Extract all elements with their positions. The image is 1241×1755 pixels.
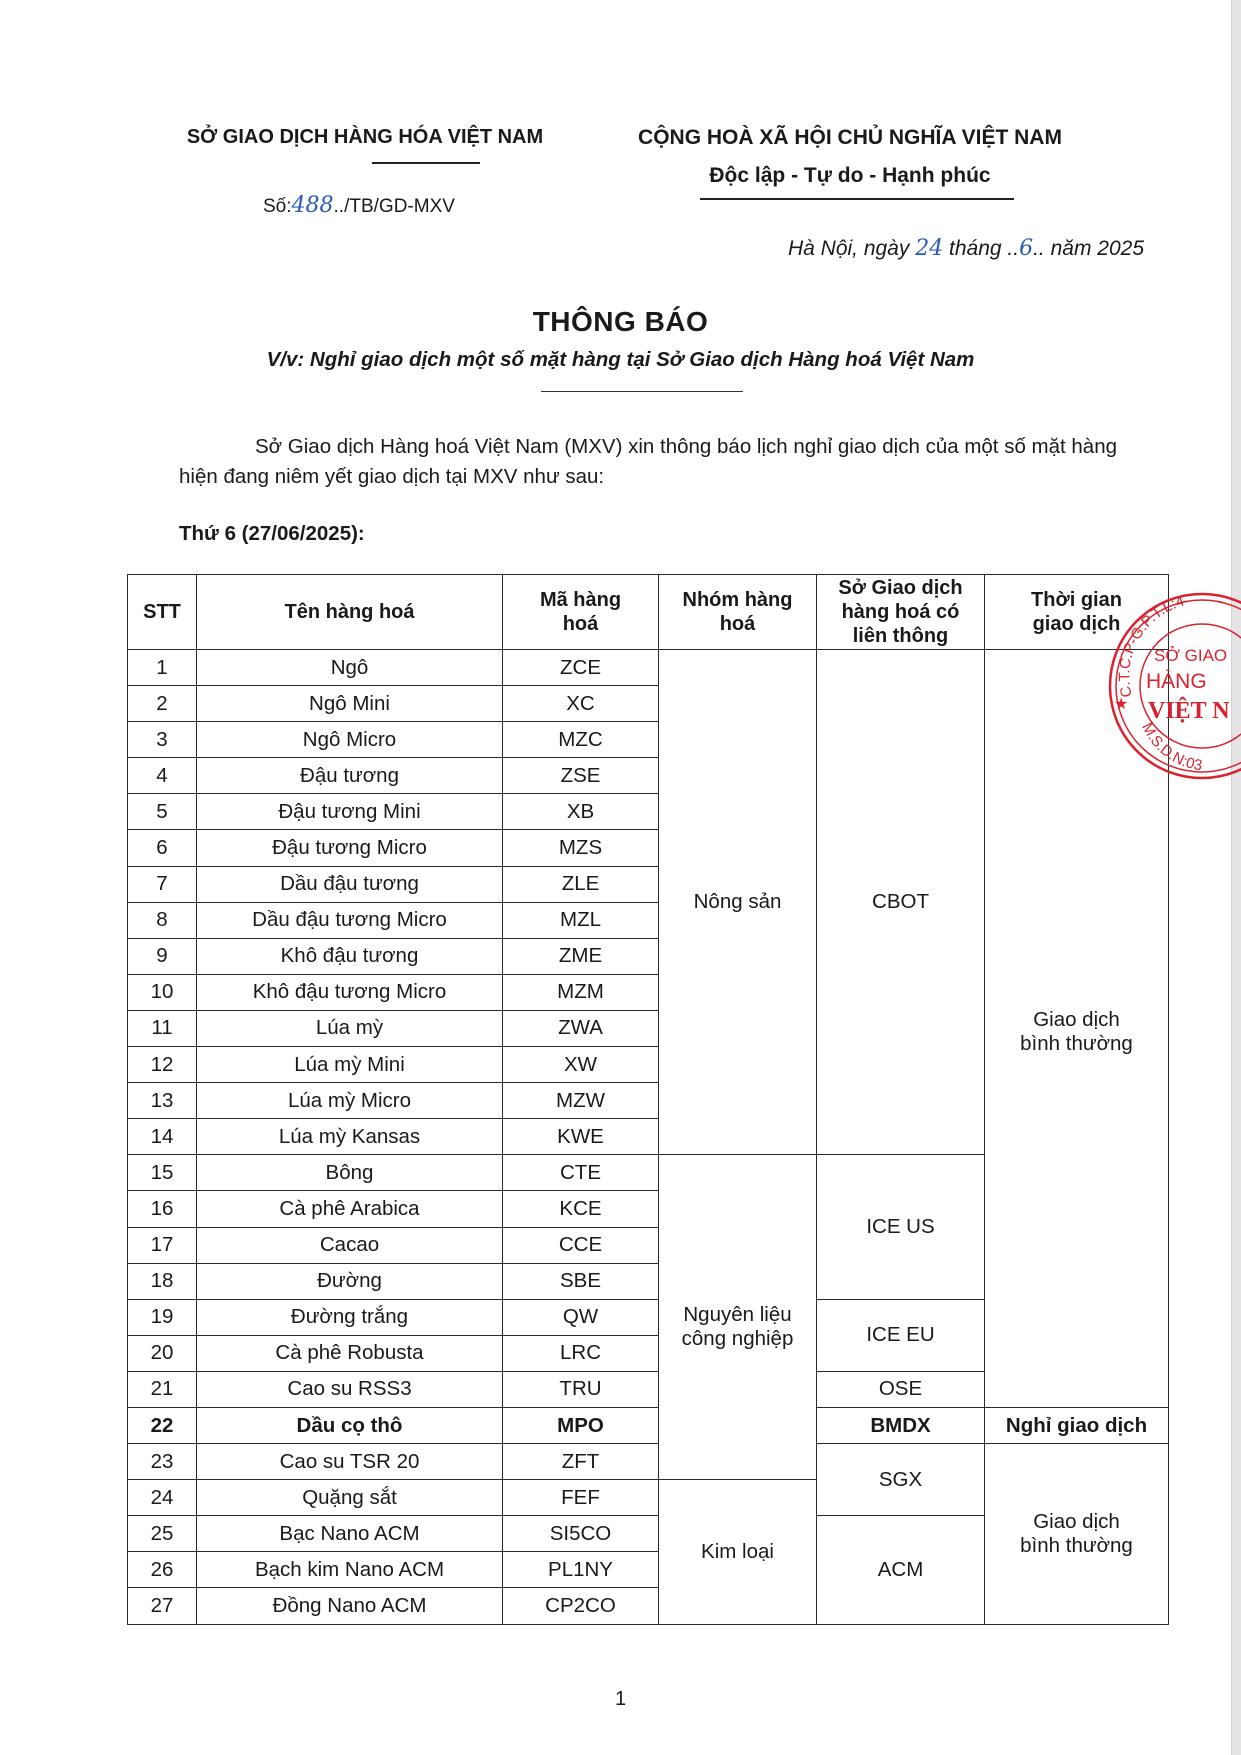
group-industrial-line-1: Nguyên liệu (683, 1303, 792, 1327)
header-commodity-name: Tên hàng hoá (197, 575, 503, 650)
star-icon: ★ (1114, 696, 1129, 713)
cell-group-industrial (659, 1155, 817, 1480)
cell-exchange-acm: ACM (817, 1516, 985, 1624)
cell-stt: 4 (128, 758, 197, 794)
cell-commodity-code: LRC (503, 1335, 659, 1371)
cell-commodity-name: Khô đậu tương (197, 938, 503, 974)
cell-commodity-name: Bạch kim Nano ACM (197, 1552, 503, 1588)
national-motto: Độc lập - Tự do - Hạnh phúc (709, 164, 991, 187)
cell-commodity-name: Cà phê Robusta (197, 1335, 503, 1371)
doc-number-suffix: ../TB/GD-MXV (333, 196, 455, 217)
cell-commodity-code: ZWA (503, 1010, 659, 1046)
cell-stt: 7 (128, 866, 197, 902)
cell-commodity-code: MZM (503, 974, 659, 1010)
cell-commodity-name: Đồng Nano ACM (197, 1588, 503, 1624)
cell-group-metals: Kim loại (659, 1480, 817, 1624)
company-seal-stamp (1102, 586, 1241, 786)
cell-commodity-code: QW (503, 1299, 659, 1335)
cell-commodity-code: SI5CO (503, 1516, 659, 1552)
cell-commodity-code: MZW (503, 1083, 659, 1119)
cell-exchange-ice-us: ICE US (817, 1155, 985, 1299)
cell-commodity-name: Lúa mỳ Micro (197, 1083, 503, 1119)
cell-stt: 10 (128, 974, 197, 1010)
cell-commodity-name: Cao su RSS3 (197, 1371, 503, 1407)
cell-stt: 22 (128, 1407, 197, 1443)
cell-stt: 9 (128, 938, 197, 974)
cell-commodity-code: MPO (503, 1407, 659, 1443)
table-row (128, 1444, 1169, 1480)
cell-commodity-code: SBE (503, 1263, 659, 1299)
cell-commodity-code: KCE (503, 1191, 659, 1227)
cell-status-suspended: Nghỉ giao dịch (985, 1407, 1169, 1443)
cell-exchange-ice-eu: ICE EU (817, 1299, 985, 1371)
cell-exchange-cbot: CBOT (817, 650, 985, 1155)
cell-stt: 13 (128, 1083, 197, 1119)
doc-number-prefix: Số: (263, 196, 292, 217)
cell-stt: 8 (128, 902, 197, 938)
document-subject: V/v: Nghỉ giao dịch một số mặt hàng tại Sở Giao dịch Hàng hoá Việt Nam (266, 348, 975, 371)
cell-stt: 11 (128, 1010, 197, 1046)
place-and-date (700, 236, 1144, 261)
motto-underline (700, 198, 1014, 200)
cell-stt: 12 (128, 1047, 197, 1083)
month-handwritten: 6 (1019, 236, 1034, 261)
cell-exchange-ose: OSE (817, 1371, 985, 1407)
cell-commodity-code: XC (503, 686, 659, 722)
cell-commodity-name: Đường trắng (197, 1299, 503, 1335)
cell-stt: 19 (128, 1299, 197, 1335)
subject-underline (541, 391, 743, 392)
cell-commodity-name: Bông (197, 1155, 503, 1191)
cell-commodity-name: Đậu tương Mini (197, 794, 503, 830)
cell-stt: 26 (128, 1552, 197, 1588)
header-commodity-group: Nhóm hàng hoá (659, 575, 817, 650)
group-industrial-line-2: công nghiệp (681, 1327, 794, 1351)
cell-stt: 15 (128, 1155, 197, 1191)
status-normal-line-2: bình thường (1020, 1533, 1133, 1557)
cell-stt: 21 (128, 1371, 197, 1407)
seal-line-3: VIỆT N (1148, 698, 1230, 724)
organization-underline (372, 162, 480, 164)
seal-bottom-arc-text: M.S.D.N:03 (1138, 720, 1204, 775)
seal-top-arc-text: C.T.C.P-G.P.T.L:4 (1116, 592, 1187, 699)
cell-commodity-code: KWE (503, 1119, 659, 1155)
cell-commodity-name: Khô đậu tương Micro (197, 974, 503, 1010)
cell-commodity-name: Quặng sắt (197, 1480, 503, 1516)
status-normal-line-1: Giao dịch (1033, 1008, 1120, 1032)
cell-commodity-name: Cacao (197, 1227, 503, 1263)
cell-status-normal (985, 1444, 1169, 1624)
cell-stt: 18 (128, 1263, 197, 1299)
cell-commodity-code: ZFT (503, 1444, 659, 1480)
cell-commodity-code: MZL (503, 902, 659, 938)
cell-commodity-code: ZSE (503, 758, 659, 794)
cell-stt: 6 (128, 830, 197, 866)
cell-commodity-code: CTE (503, 1155, 659, 1191)
cell-commodity-name: Ngô (197, 650, 503, 686)
cell-stt: 20 (128, 1335, 197, 1371)
cell-commodity-name: Đậu tương (197, 758, 503, 794)
seal-line-1: SỞ GIAO (1154, 646, 1228, 665)
page-number: 1 (614, 1688, 627, 1710)
cell-stt: 17 (128, 1227, 197, 1263)
cell-commodity-code: ZCE (503, 650, 659, 686)
cell-commodity-name: Dầu cọ thô (197, 1407, 503, 1443)
cell-commodity-code: ZLE (503, 866, 659, 902)
header-stt: STT (128, 575, 197, 650)
cell-commodity-name: Lúa mỳ Mini (197, 1047, 503, 1083)
cell-commodity-name: Cà phê Arabica (197, 1191, 503, 1227)
status-normal-line-2: bình thường (1020, 1032, 1133, 1056)
document-number (263, 193, 455, 218)
cell-commodity-code: FEF (503, 1480, 659, 1516)
cell-commodity-code: TRU (503, 1371, 659, 1407)
cell-stt: 16 (128, 1191, 197, 1227)
day-handwritten: 24 (915, 236, 944, 261)
cell-stt: 1 (128, 650, 197, 686)
cell-commodity-code: MZS (503, 830, 659, 866)
cell-commodity-code: XB (503, 794, 659, 830)
header-linked-exchange: Sở Giao dịch hàng hoá có liên thông (817, 575, 985, 650)
cell-commodity-name: Ngô Mini (197, 686, 503, 722)
body-paragraph: Sở Giao dịch Hàng hoá Việt Nam (MXV) xin thông báo lịch nghỉ giao dịch của một số mặt hàng hiện đang niêm yết giao dịch tại MXV như sau: (179, 435, 1118, 488)
cell-commodity-name: Ngô Micro (197, 722, 503, 758)
document-title: THÔNG BÁO (532, 306, 709, 337)
cell-commodity-name: Lúa mỳ Kansas (197, 1119, 503, 1155)
cell-commodity-code: CCE (503, 1227, 659, 1263)
cell-stt: 25 (128, 1516, 197, 1552)
seal-line-2: HÀNG (1146, 670, 1207, 693)
suspension-table (127, 574, 1169, 1625)
cell-group-agriculture: Nông sản (659, 650, 817, 1155)
trading-date-heading: Thứ 6 (27/06/2025): (179, 522, 365, 545)
date-year: .. năm 2025 (1033, 237, 1144, 260)
cell-exchange-bmdx: BMDX (817, 1407, 985, 1443)
cell-stt: 14 (128, 1119, 197, 1155)
header-trading-time: Thời gian giao dịch (985, 575, 1169, 650)
cell-commodity-code: PL1NY (503, 1552, 659, 1588)
page-edge (1231, 0, 1241, 1755)
cell-stt: 23 (128, 1444, 197, 1480)
header-commodity-code: Mã hàng hoá (503, 575, 659, 650)
cell-stt: 5 (128, 794, 197, 830)
status-normal-line-1: Giao dịch (1033, 1509, 1120, 1533)
cell-commodity-name: Dầu đậu tương Micro (197, 902, 503, 938)
doc-number-handwritten: 488 (291, 193, 334, 218)
cell-commodity-name: Cao su TSR 20 (197, 1444, 503, 1480)
cell-commodity-code: MZC (503, 722, 659, 758)
table-header-row (128, 575, 1169, 650)
cell-commodity-code: ZME (503, 938, 659, 974)
table-row (128, 1407, 1169, 1443)
cell-commodity-code: CP2CO (503, 1588, 659, 1624)
cell-commodity-name: Lúa mỳ (197, 1010, 503, 1046)
cell-commodity-name: Dầu đậu tương (197, 866, 503, 902)
month-label: tháng .. (943, 237, 1020, 260)
cell-stt: 3 (128, 722, 197, 758)
cell-commodity-code: XW (503, 1047, 659, 1083)
issuing-organization: SỞ GIAO DỊCH HÀNG HÓA VIỆT NAM (186, 126, 544, 148)
cell-commodity-name: Đường (197, 1263, 503, 1299)
cell-stt: 27 (128, 1588, 197, 1624)
cell-commodity-name: Đậu tương Micro (197, 830, 503, 866)
cell-stt: 24 (128, 1480, 197, 1516)
national-title: CỘNG HOÀ XÃ HỘI CHỦ NGHĨA VIỆT NAM (638, 126, 1062, 149)
cell-exchange-sgx: SGX (817, 1444, 985, 1516)
cell-stt: 2 (128, 686, 197, 722)
table-row (128, 650, 1169, 686)
cell-commodity-name: Bạc Nano ACM (197, 1516, 503, 1552)
date-prefix: Hà Nội, ngày (787, 237, 916, 260)
